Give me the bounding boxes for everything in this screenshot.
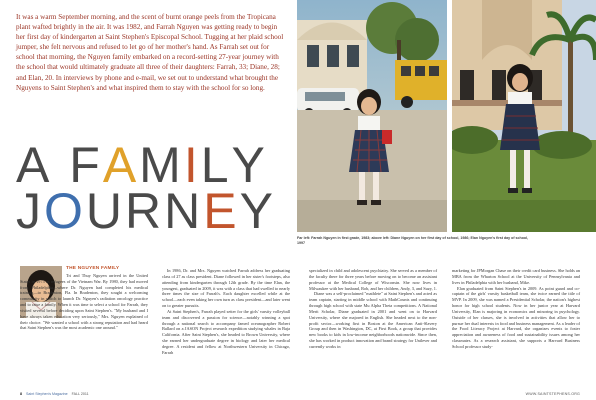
page-number: 8 xyxy=(20,392,22,396)
title-letter: Y xyxy=(231,137,268,193)
body-column-2 xyxy=(162,268,290,356)
title-letter: Y xyxy=(239,183,276,239)
col4-paragraph-2: Elan graduated from Saint Stephen's in 2009. As point guard and co-captain of the girls' varsity basketball team, she twice earned the title of MVP. In 2009, she was named a Presidential Scholar, the nation's highest honor for high school students. Now in her junior year at Harvard University, Elan is majoring in economics and minoring in psychology. Outside of her classes, she is involved in activities that allow her to pursue her dual interests in food and business management. As a leader of the Food Literacy Project at Harvard, she organizes events to foster appreciation and awareness of food and sustainability issues among her classmates. As a research assistant, she supports a Harvard Business School professor study- xyxy=(452,285,580,349)
body-column-3 xyxy=(309,268,437,350)
title-line-journey xyxy=(16,183,296,239)
col3-paragraph-1: specialized in child and adolescent psychiatry. She served as a member of the faculty there for three years before moving on to become an assistant professor at the Medical College of Wisconsin. She now lives in Milwaukee with her husband, Rob, and her children, Andy, 3, and Suzy, 1. xyxy=(309,268,437,291)
footer-left xyxy=(20,392,89,396)
col4-paragraph-1: marketing for JPMorgan Chase on their credit card business. She holds an MBA from the Wharton School at the University of Pennsylvania and lives in Philadelphia with her husband, Mike. xyxy=(452,268,580,285)
title-letter: O xyxy=(44,183,86,239)
article-title xyxy=(16,137,296,239)
title-letter: U xyxy=(85,183,126,239)
col2-paragraph-2: At Saint Stephen's, Farrah played setter for the girls' varsity volleyball team and discovered a passion for science—notably winning a spot through a national search to accompany famed oceanographer Robert Ballard on a JASON Project research expedition studying whales in Baja California. After Saint Stephen's, she headed to Brown University, where she earned her undergraduate degree in biology and later her medical degree. A resident and fellow at Northwestern University in Chicago, Farrah xyxy=(162,308,290,355)
title-letter xyxy=(52,142,69,188)
title-letter: A xyxy=(16,137,53,193)
col1-paragraph-1: Tri and Thuy Nguyen arrived in the United States in 1975 as refugees of the Vietnam War. By 1980, they had moved from Philadelphia—where Dr. Nguyen had completed his medical training—to Bradenton, Fla. In Bradenton, they sought a welcoming community in which to launch Dr. Nguyen's radiation oncology practice and to raise a family. When it was time to select a school for Farrah, they visited several before deciding upon Saint Stephen's. "My husband and I have always taken education very seriously," Mrs. Nguyen explained of their choice. "We wanted a school with a strong reputation and had heard that Saint Stephen's was the most academic one around." xyxy=(20,272,148,331)
title-line-a-family xyxy=(16,137,296,193)
photo-elan-first-day xyxy=(452,0,596,232)
page-footer xyxy=(0,390,596,400)
title-letter: F xyxy=(69,137,103,193)
title-letter: J xyxy=(16,183,44,239)
title-letter: E xyxy=(203,183,240,239)
col3-paragraph-2: Diane was a self-proclaimed "mathlete" at Saint Stephen's and acted as team captain, starting in middle school with MathCounts and continuing through high school with state Mu Alpha Theta competitions. A National Merit Scholar, Diane graduated in 2001 and went on to Harvard University, where she majored in English. She headed next to the non-profit sector—working first in Boston at the American Anti-Slavery Group and then in Washington, DC, at First Book, a group that provides new books to kids in low-income neighborhoods nationwide. Since then, she has worked in product innovation and brand strategy for Unilever and currently works in xyxy=(309,291,437,349)
col2-paragraph-1: In 1986, Dr. and Mrs. Nguyen watched Farrah address her graduating class of 27 as class president. Diane followed in her sister's footsteps, also attending from kindergarten through 12th grade. By the time Elan, the youngest, graduated in 2009, it was with a class that had swelled to nearly three times the size of Farrah's. Each daughter excelled while at the school—each even taking her own turn as class president—and later went on to greater pursuits. xyxy=(162,268,290,309)
title-letter: L xyxy=(200,137,232,193)
photo-caption xyxy=(297,236,537,245)
issue-label: FALL 2011 xyxy=(71,392,89,396)
section-heading: THE NGUYEN FAMILY xyxy=(66,266,120,271)
footer-url: WWW.SAINTSTEPHENS.ORG xyxy=(525,392,580,396)
title-letter: A xyxy=(102,137,140,193)
title-letter: R xyxy=(125,183,165,239)
title-letter: M xyxy=(139,137,184,193)
intro-paragraph: It was a warm September morning, and the scent of burnt orange peels from the Tropicana plant wafted brightly in the air. It was 1982, and Farrah Nguyen was getting ready to begin her first day of kindergarten at Saint Stephen's Episcopal School. Tugging at her plaid school jumper, she felt nervous and refused to let go of her mother's hand. As Farrah set out for school that morning, the Nguyen family embarked on a record-setting 27-year journey with the school that would ultimately graduate all three of their daughters: Farrah, 33; Diane, 28; and Elan, 20. In interviews by phone and e-mail, we set out to understand what brought the Nguyens to Saint Stephen's and what inspired them to stay with the school for so long. xyxy=(16,13,284,92)
title-letter: I xyxy=(183,137,201,193)
body-column-4 xyxy=(452,268,580,350)
photo-caption-text: Far left: Farrah Nguyen in first grade, 1983; above left: Diane Nguyen on her first day of school, 1986; Elan Nguyen's first day of school, 1997 xyxy=(297,236,529,245)
magazine-name: Saint Stephen's Magazine xyxy=(26,392,68,396)
title-letter: N xyxy=(164,183,204,239)
photo-diane-first-day xyxy=(297,0,447,232)
body-column-1 xyxy=(20,266,148,331)
